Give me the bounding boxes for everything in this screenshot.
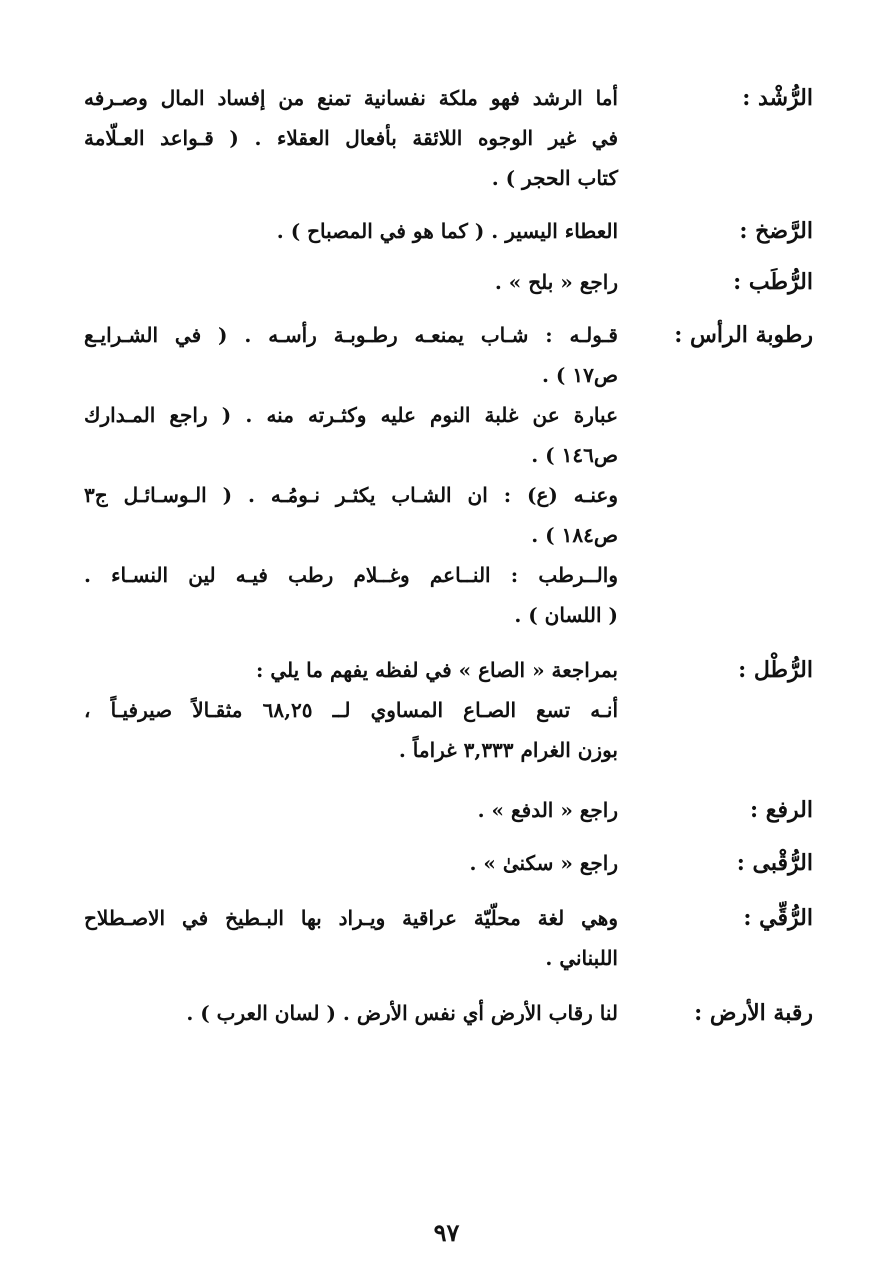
definition-line: في غير الوجوه اللائقة بأفعال العقلاء . ( قـواعد العـلّامة [84,126,618,150]
definition-line: راجع « بلح » . [494,270,618,294]
definition-line: اللبناني . [545,946,618,970]
entry-term: الرفع : [750,797,813,823]
entry-definition [84,790,618,830]
definition-line: ص١٧ ) . [541,363,618,387]
entry-term: رطوبة الرأس : [674,322,813,348]
definition-line: أنـه تسع الصـاع المساوي لــ ٦٨,٢٥ مثقـالاً صيرفيـاً ، [84,698,618,722]
page-number: ٩٧ [433,1218,460,1247]
entry-definition [84,843,618,883]
entry-definition [84,78,618,198]
definition-line: أما الرشد فهو ملكة نفسانية تمنع من إفساد المال وصـرفه [84,86,618,110]
entry-term: رقبة الأرض : [694,1000,813,1026]
definition-line: وعنـه (ع) : ان الشـاب يكثـر نـومُـه . ( الـوسـائـل ج٣ [84,483,618,507]
entry-definition [84,993,618,1033]
definition-line: وهي لغة محلّيّة عراقية ويـراد بها البـطيخ في الاصـطلاح [84,906,618,930]
definition-line: والــرطب : النــاعم وغــلام رطب فيـه لين النسـاء . [84,563,618,587]
entry-term: الرَّضخ : [739,218,813,244]
definition-line: ص١٨٤ ) . [531,523,618,547]
entry-term: الرُّقْبى : [736,850,813,876]
definition-line: راجع « الدفع » . [477,798,618,822]
definition-line: بمراجعة « الصاع » في لفظه يفهم ما يلي : [256,658,618,682]
definition-line: قـولـه : شـاب يمنعـه رطـوبـة رأسـه . ( في الشـرايـع [84,323,618,347]
entry-definition [84,650,618,770]
definition-line: العطاء اليسير . ( كما هو في المصباح ) . [276,219,618,243]
entry-definition [84,898,618,978]
entry-term: الرُّطْل : [738,657,813,683]
entry-term: الرُّشْد : [742,85,813,111]
entry-definition [84,211,618,251]
definition-line: راجع « سكنىٰ » . [469,851,618,875]
definition-line: ص١٤٦ ) . [531,443,618,467]
entry-term: الرُّقِّي : [743,905,813,931]
definition-line: ( اللسان ) . [514,603,618,627]
definition-line: كتاب الحجر ) . [491,166,618,190]
definition-line: عبارة عن غلبة النوم عليه وكثـرته منه . ( راجع المـدارك [84,403,618,427]
entry-definition [84,262,618,302]
definition-line: لنا رقاب الأرض أي نفس الأرض . ( لسان العرب ) . [186,1001,618,1025]
entry-definition [84,315,618,635]
entry-term: الرُّطَب : [733,269,813,295]
definition-line: بوزن الغرام ٣,٣٣٣ غراماً . [398,738,618,762]
